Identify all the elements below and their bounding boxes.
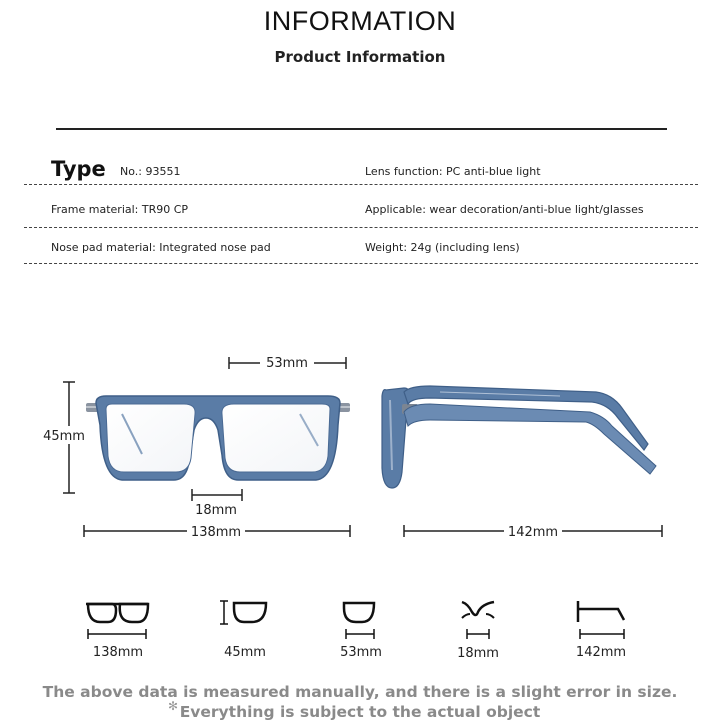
legend-label: 18mm [457, 646, 499, 661]
nose-pad-material: Nose pad material: Integrated nose pad [51, 241, 271, 254]
temple-length-icon [578, 601, 624, 639]
dim-frame-width [84, 522, 350, 540]
sparkle-icon: ✻ [168, 699, 179, 713]
dim-bridge-width [192, 489, 242, 518]
weight: Weight: 24g (including lens) [365, 241, 520, 254]
model-number: No.: 93551 [120, 165, 181, 178]
page-subtitle: Product Information [274, 48, 446, 66]
dim-lens-width [229, 354, 346, 371]
glasses-side-view [382, 386, 656, 488]
applicable-use: Applicable: wear decoration/anti-blue light/glasses [365, 203, 644, 216]
lens-width-icon [344, 603, 374, 639]
type-label: Type [51, 157, 106, 181]
legend-label: 45mm [224, 645, 266, 660]
frame-width-label: 138mm [190, 525, 242, 540]
footer-note: Everything is subject to the actual object [179, 703, 541, 720]
frame-width-icon [86, 604, 148, 639]
bridge-width-icon [462, 602, 494, 639]
footer-disclaimer: The above data is measured manually, and there is a slight error in size. [42, 683, 678, 701]
legend-label: 142mm [575, 645, 627, 660]
dim-temple-length [404, 522, 662, 540]
temple-length-label: 142mm [507, 525, 559, 540]
lens-height-icon [220, 601, 266, 624]
bridge-width-label: 18mm [195, 503, 237, 518]
frame-material: Frame material: TR90 CP [51, 203, 189, 216]
lens-height-label: 45mm [43, 429, 85, 444]
legend-label: 53mm [340, 645, 382, 660]
legend-label: 138mm [92, 645, 144, 660]
dim-lens-height [40, 382, 86, 493]
lens-function: Lens function: PC anti-blue light [365, 165, 541, 178]
glasses-front-view [86, 396, 350, 480]
page-title: INFORMATION [263, 6, 457, 36]
lens-width-label: 53mm [266, 356, 308, 371]
legend [86, 601, 626, 661]
